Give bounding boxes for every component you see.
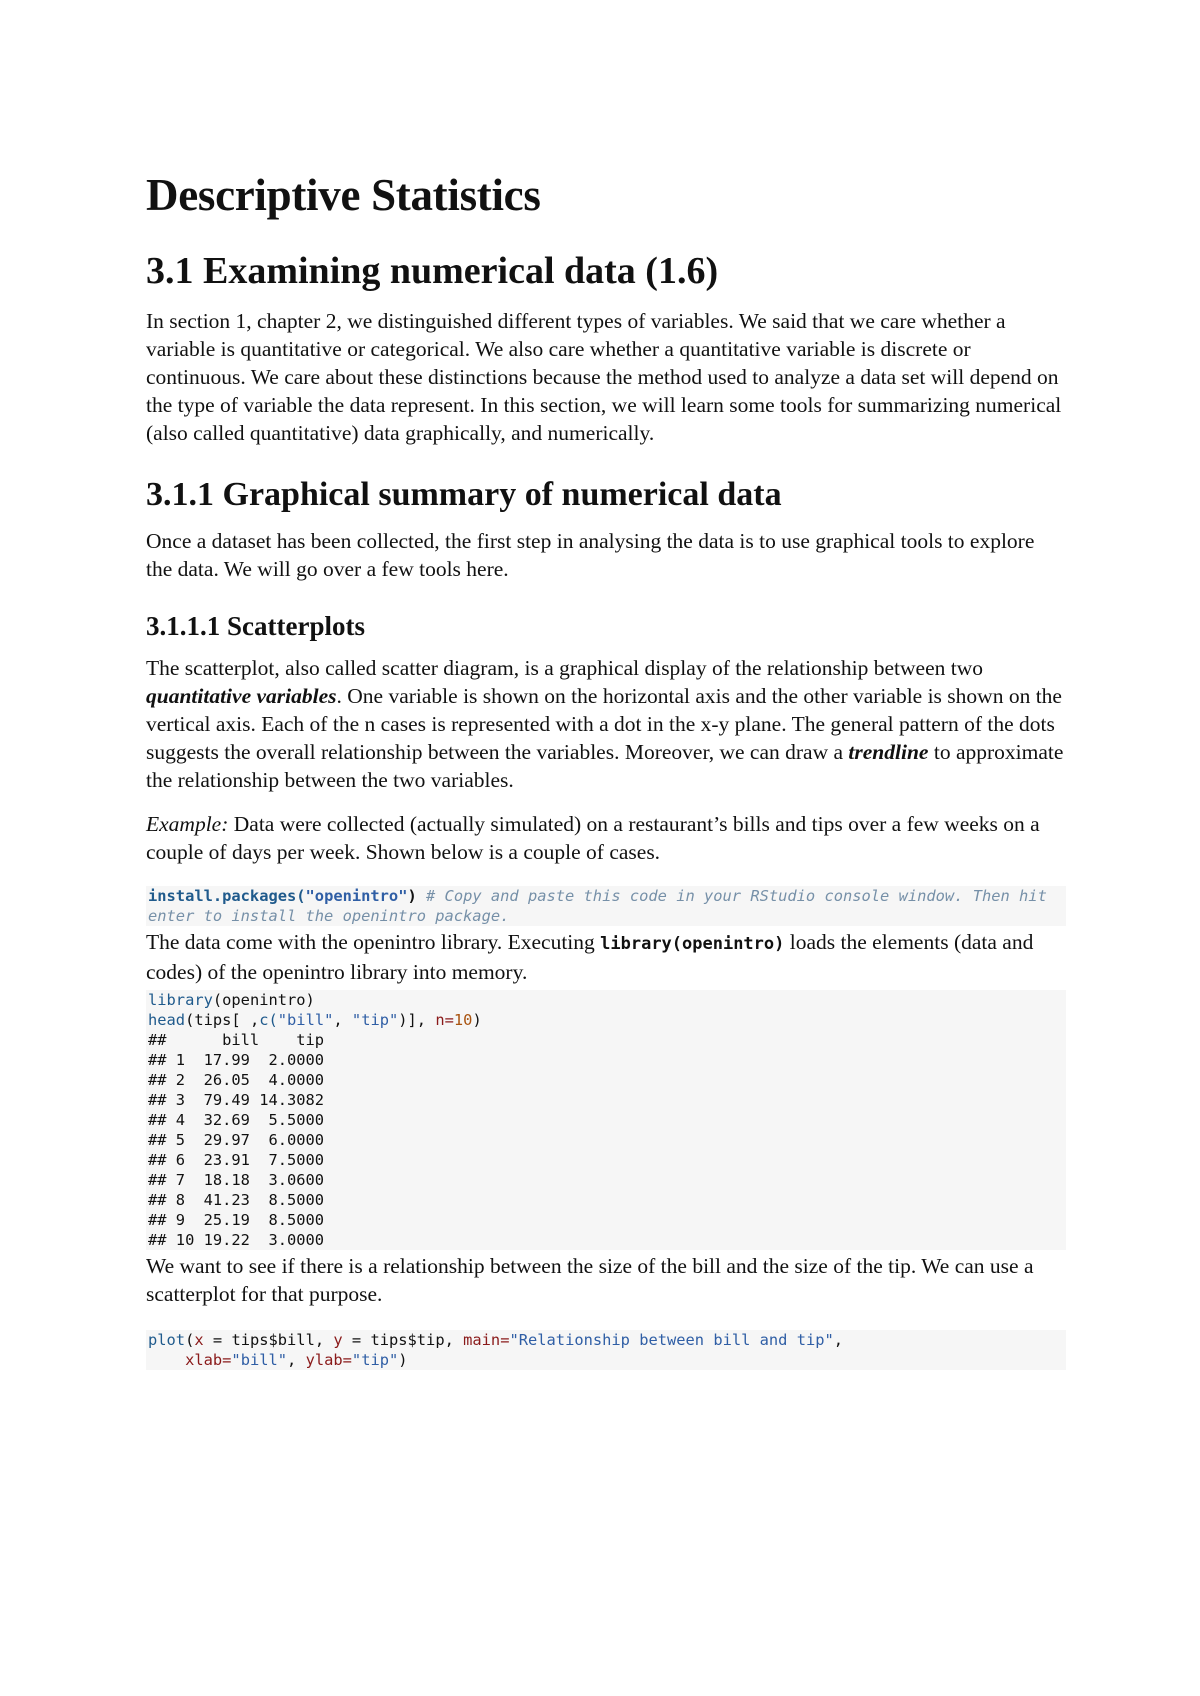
- code-line-plot-1: [148, 1330, 1064, 1350]
- output-row: ## 6 23.91 7.5000: [148, 1150, 325, 1169]
- example-text: Data were collected (actually simulated) on a restaurant’s bills and tips over a few weeks on a couple of days per week. Shown below is a couple of cases.: [146, 811, 1040, 864]
- inline-code-library: library(openintro): [600, 933, 785, 954]
- example-label: Example:: [146, 811, 229, 836]
- code-head-b: )],: [398, 1010, 436, 1029]
- code-head-c: c(: [259, 1010, 278, 1029]
- emphasis-quantitative-variables: quantitative variables: [146, 683, 337, 708]
- library-text-after: loads the elements (data and codes) of the openintro library into memory.: [146, 929, 1034, 984]
- intro-paragraph: In section 1, chapter 2, we distinguished different types of variables. We said that we care whether a variable is quantitative or categorical. We also care whether a quantitative variable is discrete or continuous. We care about these distinctions because the method used to analyze a data set will depend on the type of variable the data represent. In this section, we will learn some tools for summarizing numerical (also called quantitative) data graphically, and numerically.: [146, 309, 1062, 446]
- code-line-head: [148, 1010, 1064, 1030]
- emphasis-trendline: trendline: [848, 739, 929, 764]
- code-plot-d: ,: [833, 1330, 844, 1349]
- document-page: [146, 170, 1066, 1372]
- output-row: ## 9 25.19 8.5000: [148, 1210, 325, 1229]
- code-install-fn: install.packages(: [148, 886, 306, 905]
- example-paragraph: [146, 810, 1066, 866]
- code-plot-fn: plot: [148, 1330, 186, 1349]
- code-head-num: 10: [453, 1010, 473, 1029]
- code-plot-b: = tips$bill,: [203, 1330, 334, 1349]
- page-title: Descriptive Statistics: [146, 170, 541, 220]
- code-head-comma: ,: [333, 1010, 352, 1029]
- code-plot-xlab: xlab=: [185, 1350, 232, 1369]
- code-head-end: ): [472, 1010, 482, 1029]
- code-plot-f: ): [398, 1350, 408, 1369]
- code-plot-a: (: [185, 1330, 195, 1349]
- code-plot-main-str: "Relationship between bill and tip": [509, 1330, 834, 1349]
- output-row: ## 2 26.05 4.0000: [148, 1070, 325, 1089]
- code-library-fn: library: [148, 990, 213, 1009]
- output-row: ## 7 18.18 3.0600: [148, 1170, 325, 1189]
- library-paragraph: [146, 928, 1066, 986]
- code-plot-c: = tips$tip,: [342, 1330, 464, 1349]
- scatter-text-2: . One variable is shown on the horizontal axis and the other variable is shown on the vertical axis. Each of the n cases is represented with a dot in the x-y plane. The general pattern of the dots suggests the overall relationship between the variables. Moreover, we can draw a: [146, 683, 1062, 764]
- code-plot-ylab: ylab=: [305, 1350, 352, 1369]
- code-line-plot-2: [148, 1350, 1064, 1370]
- code-head-n: n=: [435, 1010, 454, 1029]
- output-row: ## 5 29.97 6.0000: [148, 1130, 325, 1149]
- code-install-comment: # Copy and paste this code in your RStudio console window. Then hit enter to install the openintro package.: [148, 886, 1057, 925]
- scatter-text-3: to approximate the relationship between the two variables.: [146, 739, 1064, 792]
- code-block-head: [146, 990, 1066, 1250]
- output-row: ## 3 79.49 14.3082: [148, 1090, 325, 1109]
- scatterplot-paragraph: [146, 654, 1066, 794]
- code-plot-xlab-str: "bill": [231, 1350, 288, 1369]
- code-line-library: [148, 990, 1064, 1010]
- code-plot-indent: [148, 1351, 185, 1369]
- subsection-paragraph: Once a dataset has been collected, the first step in analysing the data is to use graphical tools to explore the data. We will go over a few tools here.: [146, 528, 1035, 581]
- code-block-install: [146, 886, 1066, 926]
- code-plot-x: x: [194, 1330, 204, 1349]
- section-heading: 3.1 Examining numerical data (1.6): [146, 249, 719, 292]
- output-header: ## bill tip: [148, 1030, 325, 1049]
- code-head-bill: "bill": [277, 1010, 334, 1029]
- relationship-paragraph: We want to see if there is a relationship between the size of the bill and the size of the tip. We can use a scatterplot for that purpose.: [146, 1253, 1034, 1306]
- output-row: ## 4 32.69 5.5000: [148, 1110, 325, 1129]
- code-head-fn: head: [148, 1010, 186, 1029]
- code-block-plot: [146, 1330, 1066, 1370]
- code-plot-e: ,: [287, 1350, 306, 1369]
- subsection-heading: 3.1.1 Graphical summary of numerical data: [146, 476, 782, 514]
- output-row: ## 1 17.99 2.0000: [148, 1050, 325, 1069]
- output-row: ## 10 19.22 3.0000: [148, 1230, 325, 1249]
- code-head-tip: "tip": [351, 1010, 399, 1029]
- code-install-close: ): [407, 886, 417, 905]
- code-plot-main: main=: [463, 1330, 510, 1349]
- library-text-before: The data come with the openintro library. Executing: [146, 929, 601, 954]
- output-row: ## 8 41.23 8.5000: [148, 1190, 325, 1209]
- subsubsection-heading: 3.1.1.1 Scatterplots: [146, 610, 365, 641]
- code-plot-ylab-str: "tip": [351, 1350, 399, 1369]
- code-plot-y: y: [333, 1330, 343, 1349]
- code-library-arg: (openintro): [212, 990, 315, 1009]
- code-head-a: (tips[ ,: [185, 1010, 260, 1029]
- scatter-text-1: The scatterplot, also called scatter diagram, is a graphical display of the relationship between two: [146, 655, 984, 680]
- code-install-str: "openintro": [305, 886, 408, 905]
